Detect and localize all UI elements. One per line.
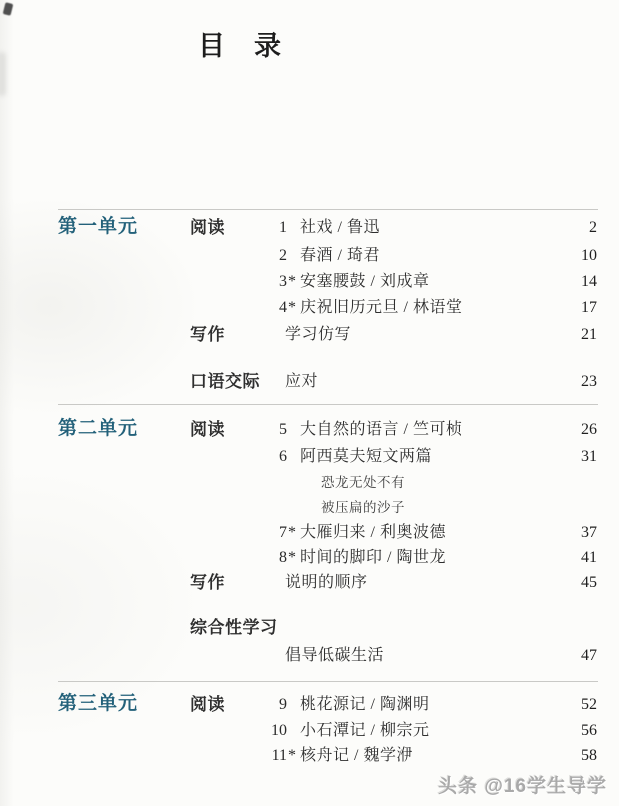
toc-row: [0, 497, 619, 519]
lesson-title: 时间的脚印 / 陶世龙: [300, 549, 446, 566]
toc-row: [0, 446, 619, 468]
activity-content: 学习仿写: [285, 326, 352, 343]
activity-content: 应对: [285, 373, 319, 390]
lesson-number: 10: [271, 722, 287, 739]
page-number: 37: [581, 524, 597, 541]
activity-content: 倡导低碳生活: [285, 647, 385, 664]
activity-label: 写作: [190, 573, 225, 592]
lesson-number: 6: [279, 448, 287, 465]
page-number: 45: [581, 574, 597, 591]
activity-label: 口语交际: [190, 372, 260, 391]
lesson-title: 桃花源记 / 陶渊明: [300, 696, 430, 713]
lesson-number: 5: [279, 421, 287, 438]
lesson-title: 大雁归来 / 利奥波德: [300, 524, 446, 541]
asterisk: *: [288, 524, 296, 541]
toc-row: [0, 472, 619, 494]
unit-label-1: 第一单元: [58, 216, 139, 237]
toc-row: [0, 324, 619, 346]
section-divider: [58, 404, 598, 405]
toc-row: [0, 217, 619, 239]
toc-row: [0, 745, 619, 767]
page-title: 目 录: [198, 31, 282, 61]
lesson-title: 小石潭记 / 柳宗元: [300, 722, 430, 739]
toc-row: [0, 419, 619, 441]
sub-item: 恐龙无处不有: [321, 475, 405, 490]
lesson-title: 春酒 / 琦君: [300, 247, 380, 264]
toc-row: [0, 617, 619, 639]
activity-label: 综合性学习: [190, 618, 278, 637]
lesson-number: 9: [279, 696, 287, 713]
scan-artifact: [3, 2, 14, 16]
toc-row: [0, 694, 619, 716]
page-number: 17: [581, 299, 597, 316]
lesson-title: 核舟记 / 魏学洢: [300, 747, 413, 764]
asterisk: *: [288, 299, 296, 316]
toc-row: [0, 271, 619, 293]
activity-label: 阅读: [190, 420, 225, 439]
page-number: 23: [581, 373, 597, 390]
section-divider: [58, 209, 598, 210]
lesson-number: 11: [271, 747, 287, 764]
lesson-number: 8: [279, 549, 287, 566]
lesson-title: 阿西莫夫短文两篇: [300, 448, 433, 465]
lesson-number: 4: [279, 299, 287, 316]
activity-label: 阅读: [190, 218, 225, 237]
sub-item: 被压扁的沙子: [321, 500, 405, 515]
lesson-number: 7: [279, 524, 287, 541]
asterisk: *: [288, 747, 296, 764]
scan-artifact: [0, 52, 6, 96]
lesson-number: 3: [279, 273, 287, 290]
page-number: 47: [581, 647, 597, 664]
asterisk: *: [288, 273, 296, 290]
lesson-number: 2: [279, 247, 287, 264]
activity-content: 说明的顺序: [285, 574, 368, 591]
asterisk: *: [288, 549, 296, 566]
lesson-title: 社戏 / 鲁迅: [300, 219, 380, 236]
toc-row: [0, 522, 619, 544]
lesson-number: 1: [279, 219, 287, 236]
toc-row: [0, 245, 619, 267]
lesson-title: 安塞腰鼓 / 刘成章: [300, 273, 430, 290]
activity-label: 写作: [190, 325, 225, 344]
unit-label-3: 第三单元: [58, 693, 139, 714]
toc-row: [0, 645, 619, 667]
toc-row: [0, 720, 619, 742]
unit-label-2: 第二单元: [58, 418, 139, 439]
page-number: 52: [581, 696, 597, 713]
section-divider: [58, 681, 598, 682]
page-number: 21: [581, 326, 597, 343]
page-number: 58: [581, 747, 597, 764]
lesson-title: 大自然的语言 / 竺可桢: [300, 421, 463, 438]
toc-row: [0, 572, 619, 594]
page-number: 14: [581, 273, 597, 290]
page-number: 56: [581, 722, 597, 739]
lesson-title: 庆祝旧历元旦 / 林语堂: [300, 299, 463, 316]
page-number: 2: [589, 219, 597, 236]
page-number: 41: [581, 549, 597, 566]
toc-row: [0, 297, 619, 319]
page-number: 31: [581, 448, 597, 465]
toc-row: [0, 371, 619, 393]
activity-label: 阅读: [190, 695, 225, 714]
toc-row: [0, 547, 619, 569]
watermark: 头条 @16学生导学: [438, 776, 607, 797]
page-number: 26: [581, 421, 597, 438]
page-number: 10: [581, 247, 597, 264]
